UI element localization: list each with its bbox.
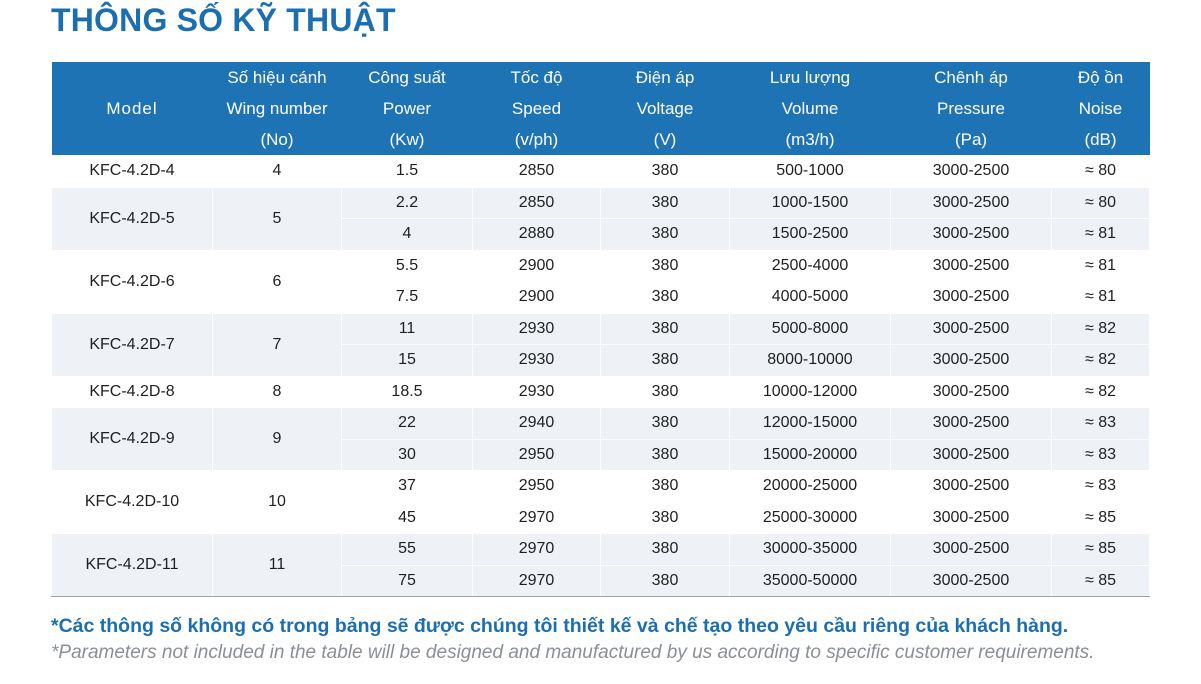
table-row bbox=[52, 408, 1150, 440]
cell-power: 4 bbox=[342, 219, 473, 251]
header-wing bbox=[213, 62, 342, 156]
cell-volume: 30000-35000 bbox=[730, 534, 891, 566]
spec-table bbox=[51, 62, 1150, 597]
header-voltage-vi: Điện áp bbox=[635, 68, 695, 87]
header-voltage-unit: (V) bbox=[653, 130, 677, 149]
cell-power: 2.2 bbox=[342, 187, 473, 219]
cell-volume: 8000-10000 bbox=[730, 345, 891, 377]
cell-wing-number: 10 bbox=[213, 471, 342, 534]
cell-pressure: 3000-2500 bbox=[891, 439, 1052, 471]
cell-voltage: 380 bbox=[601, 219, 730, 251]
header-pressure bbox=[891, 62, 1052, 156]
cell-noise: ≈ 83 bbox=[1052, 471, 1150, 503]
cell-wing-number: 4 bbox=[213, 156, 342, 188]
cell-voltage: 380 bbox=[601, 156, 730, 188]
cell-power: 1.5 bbox=[342, 156, 473, 188]
cell-wing-number: 5 bbox=[213, 187, 342, 250]
note-vietnamese: *Các thông số không có trong bảng sẽ được chúng tôi thiết kế và chế tạo theo yêu cầu riêng của khách hàng. bbox=[51, 615, 1069, 637]
table-row bbox=[52, 250, 1150, 282]
header-voltage-en: Voltage bbox=[636, 99, 694, 118]
table-row bbox=[52, 313, 1150, 345]
header-power bbox=[342, 62, 473, 156]
header-power-en: Power bbox=[382, 99, 432, 118]
cell-noise: ≈ 82 bbox=[1052, 313, 1150, 345]
cell-model: KFC-4.2D-9 bbox=[52, 408, 213, 471]
header-wing-unit: (No) bbox=[260, 130, 294, 149]
cell-voltage: 380 bbox=[601, 565, 730, 597]
cell-model: KFC-4.2D-5 bbox=[52, 187, 213, 250]
header-wing-en: Wing number bbox=[226, 99, 328, 118]
cell-voltage: 380 bbox=[601, 439, 730, 471]
cell-power: 75 bbox=[342, 565, 473, 597]
cell-speed: 2950 bbox=[473, 471, 601, 503]
header-speed bbox=[473, 62, 601, 156]
cell-voltage: 380 bbox=[601, 534, 730, 566]
cell-volume: 1500-2500 bbox=[730, 219, 891, 251]
cell-model: KFC-4.2D-10 bbox=[52, 471, 213, 534]
cell-volume: 12000-15000 bbox=[730, 408, 891, 440]
cell-power: 11 bbox=[342, 313, 473, 345]
cell-power: 7.5 bbox=[342, 282, 473, 314]
table-header bbox=[52, 62, 1150, 156]
cell-pressure: 3000-2500 bbox=[891, 250, 1052, 282]
header-volume-vi: Lưu lượng bbox=[769, 68, 851, 87]
cell-voltage: 380 bbox=[601, 408, 730, 440]
cell-pressure: 3000-2500 bbox=[891, 471, 1052, 503]
cell-noise: ≈ 80 bbox=[1052, 187, 1150, 219]
cell-noise: ≈ 81 bbox=[1052, 219, 1150, 251]
header-power-unit: (Kw) bbox=[389, 130, 425, 149]
cell-voltage: 380 bbox=[601, 502, 730, 534]
cell-speed: 2900 bbox=[473, 250, 601, 282]
cell-noise: ≈ 85 bbox=[1052, 565, 1150, 597]
header-model: Model bbox=[52, 62, 213, 156]
header-speed-unit: (v/ph) bbox=[514, 130, 559, 149]
cell-speed: 2940 bbox=[473, 408, 601, 440]
table-row bbox=[52, 376, 1150, 408]
header-noise-vi: Độ ồn bbox=[1077, 68, 1124, 87]
cell-power: 30 bbox=[342, 439, 473, 471]
table-row bbox=[52, 187, 1150, 219]
cell-speed: 2930 bbox=[473, 376, 601, 408]
cell-power: 22 bbox=[342, 408, 473, 440]
header-wing-vi: Số hiệu cánh bbox=[227, 68, 327, 87]
cell-power: 37 bbox=[342, 471, 473, 503]
cell-voltage: 380 bbox=[601, 345, 730, 377]
header-pressure-unit: (Pa) bbox=[954, 130, 988, 149]
cell-model: KFC-4.2D-7 bbox=[52, 313, 213, 376]
cell-volume: 10000-12000 bbox=[730, 376, 891, 408]
cell-noise: ≈ 85 bbox=[1052, 534, 1150, 566]
cell-noise: ≈ 83 bbox=[1052, 439, 1150, 471]
cell-volume: 20000-25000 bbox=[730, 471, 891, 503]
cell-volume: 500-1000 bbox=[730, 156, 891, 188]
header-pressure-en: Pressure bbox=[936, 99, 1006, 118]
cell-pressure: 3000-2500 bbox=[891, 345, 1052, 377]
cell-noise: ≈ 82 bbox=[1052, 376, 1150, 408]
cell-power: 45 bbox=[342, 502, 473, 534]
cell-power: 18.5 bbox=[342, 376, 473, 408]
cell-speed: 2850 bbox=[473, 187, 601, 219]
cell-noise: ≈ 85 bbox=[1052, 502, 1150, 534]
cell-pressure: 3000-2500 bbox=[891, 534, 1052, 566]
header-volume-unit: (m3/h) bbox=[785, 130, 835, 149]
cell-noise: ≈ 82 bbox=[1052, 345, 1150, 377]
cell-model: KFC-4.2D-8 bbox=[52, 376, 213, 408]
cell-speed: 2930 bbox=[473, 313, 601, 345]
header-pressure-vi: Chênh áp bbox=[934, 68, 1008, 87]
cell-voltage: 380 bbox=[601, 250, 730, 282]
cell-model: KFC-4.2D-4 bbox=[52, 156, 213, 188]
header-volume bbox=[730, 62, 891, 156]
cell-pressure: 3000-2500 bbox=[891, 502, 1052, 534]
cell-voltage: 380 bbox=[601, 282, 730, 314]
cell-volume: 2500-4000 bbox=[730, 250, 891, 282]
cell-voltage: 380 bbox=[601, 471, 730, 503]
table-row bbox=[52, 534, 1150, 566]
table-row bbox=[52, 156, 1150, 188]
cell-speed: 2970 bbox=[473, 534, 601, 566]
cell-noise: ≈ 81 bbox=[1052, 250, 1150, 282]
cell-pressure: 3000-2500 bbox=[891, 408, 1052, 440]
cell-voltage: 380 bbox=[601, 313, 730, 345]
cell-wing-number: 7 bbox=[213, 313, 342, 376]
cell-voltage: 380 bbox=[601, 187, 730, 219]
cell-model: KFC-4.2D-6 bbox=[52, 250, 213, 313]
header-voltage bbox=[601, 62, 730, 156]
cell-model: KFC-4.2D-11 bbox=[52, 534, 213, 597]
cell-pressure: 3000-2500 bbox=[891, 156, 1052, 188]
cell-wing-number: 11 bbox=[213, 534, 342, 597]
cell-volume: 1000-1500 bbox=[730, 187, 891, 219]
note-english: *Parameters not included in the table will be designed and manufactured by us according to specific customer requirements. bbox=[51, 642, 1095, 663]
cell-wing-number: 9 bbox=[213, 408, 342, 471]
page-title: THÔNG SỐ KỸ THUẬT bbox=[51, 2, 396, 38]
table-row bbox=[52, 471, 1150, 503]
cell-speed: 2850 bbox=[473, 156, 601, 188]
cell-volume: 15000-20000 bbox=[730, 439, 891, 471]
header-speed-vi: Tốc độ bbox=[510, 68, 563, 87]
cell-pressure: 3000-2500 bbox=[891, 282, 1052, 314]
cell-speed: 2970 bbox=[473, 565, 601, 597]
cell-pressure: 3000-2500 bbox=[891, 376, 1052, 408]
cell-power: 55 bbox=[342, 534, 473, 566]
cell-pressure: 3000-2500 bbox=[891, 219, 1052, 251]
header-volume-en: Volume bbox=[781, 99, 839, 118]
cell-power: 5.5 bbox=[342, 250, 473, 282]
cell-pressure: 3000-2500 bbox=[891, 313, 1052, 345]
header-speed-en: Speed bbox=[511, 99, 562, 118]
table-body bbox=[52, 156, 1150, 597]
cell-noise: ≈ 81 bbox=[1052, 282, 1150, 314]
cell-wing-number: 8 bbox=[213, 376, 342, 408]
header-power-vi: Công suất bbox=[368, 68, 446, 87]
cell-power: 15 bbox=[342, 345, 473, 377]
header-noise bbox=[1052, 62, 1150, 156]
cell-volume: 5000-8000 bbox=[730, 313, 891, 345]
cell-speed: 2930 bbox=[473, 345, 601, 377]
cell-volume: 4000-5000 bbox=[730, 282, 891, 314]
cell-noise: ≈ 80 bbox=[1052, 156, 1150, 188]
cell-volume: 35000-50000 bbox=[730, 565, 891, 597]
cell-speed: 2950 bbox=[473, 439, 601, 471]
header-noise-en: Noise bbox=[1078, 99, 1123, 118]
cell-wing-number: 6 bbox=[213, 250, 342, 313]
cell-speed: 2900 bbox=[473, 282, 601, 314]
cell-speed: 2970 bbox=[473, 502, 601, 534]
cell-volume: 25000-30000 bbox=[730, 502, 891, 534]
header-noise-unit: (dB) bbox=[1084, 130, 1117, 149]
cell-pressure: 3000-2500 bbox=[891, 565, 1052, 597]
cell-voltage: 380 bbox=[601, 376, 730, 408]
cell-pressure: 3000-2500 bbox=[891, 187, 1052, 219]
cell-noise: ≈ 83 bbox=[1052, 408, 1150, 440]
cell-speed: 2880 bbox=[473, 219, 601, 251]
